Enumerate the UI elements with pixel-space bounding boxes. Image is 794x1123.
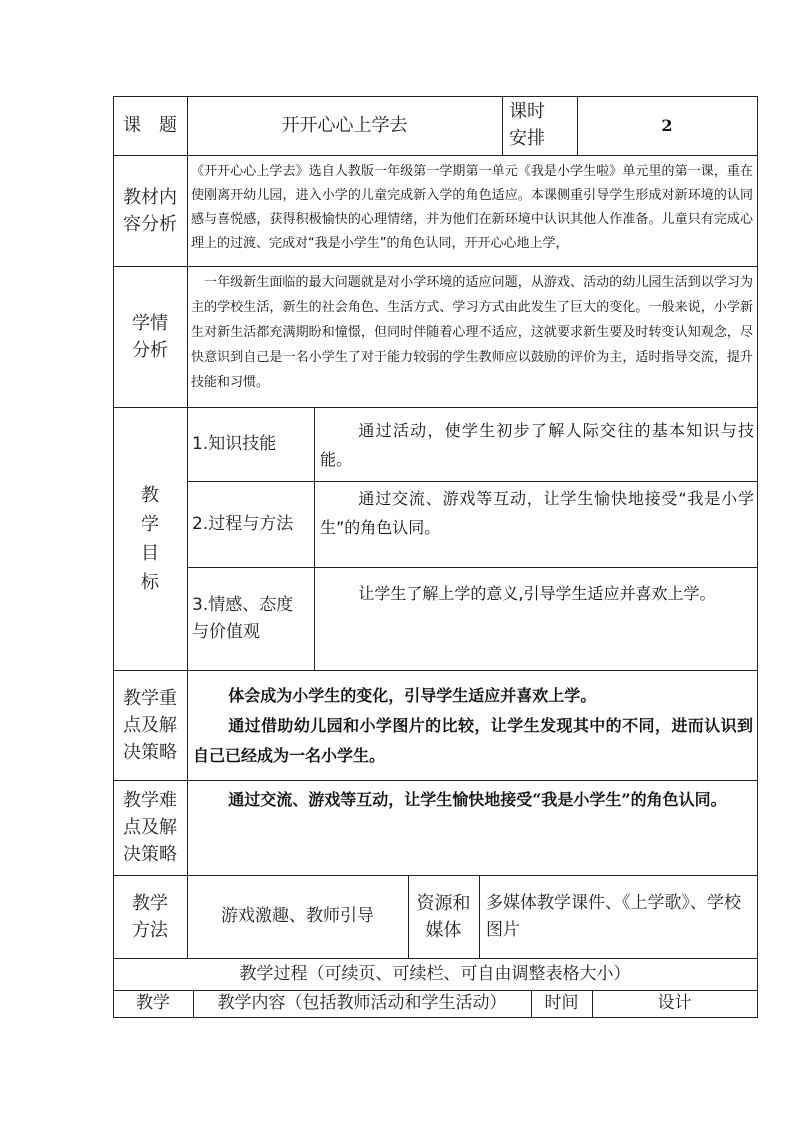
lesson-title (187, 96, 502, 155)
key-points-text (193, 681, 753, 777)
student-analysis-label-line-1: 学情 (132, 312, 168, 334)
difficulties-label-line: 教学难 (123, 790, 177, 811)
grid-line (187, 96, 188, 958)
goals-label-char: 教 (141, 484, 159, 506)
process-col-stage (113, 990, 193, 1017)
student-analysis-paragraph: 一年级新生面临的最大问题就是对小学环境的适应问题，从游戏、活动的幼儿园生活到以学习为主的学校生活，新生的社会角色、生活方式、学习方式由此发生了巨大的变化。一般来说，小学新生对新生活都充满期盼和憧憬，但同时伴随着心理不适应，这就要求新生要及时转变认知观念，尽快意识到自己是一名小学生了对于能力较弱的学生教师应以鼓励的评价为主，适时指导交流，提升技能和习惯。 (191, 275, 753, 390)
difficulties-text (193, 785, 753, 871)
resources-value-text: 多媒体教学课件、《上学歌》、学校图片 (486, 892, 741, 940)
content-analysis-label (113, 155, 187, 266)
title-label-text: 课 题 (123, 115, 177, 136)
goal-text-process (320, 484, 754, 564)
difficulties-label (113, 780, 187, 875)
grid-line (314, 407, 315, 670)
key-points-label-line: 教学重 (123, 687, 177, 709)
resources-label (408, 875, 479, 958)
goal-text-emotion-paragraph: 让学生了解上学的意义,引导学生适应并喜欢上学。 (358, 584, 716, 603)
process-col-content (193, 990, 531, 1017)
period-label-line-1: 课时 (509, 101, 545, 122)
goal-text-knowledge-paragraph: 通过活动，使学生初步了解人际交往的基本知识与技能。 (320, 421, 754, 469)
goals-label (113, 407, 187, 670)
title-label (113, 96, 187, 155)
goals-label-char: 学 (141, 513, 159, 535)
grid-line (113, 266, 758, 267)
goal-text-knowledge (320, 416, 754, 478)
goal-name-emotion-line-2: 与价值观 (192, 621, 260, 642)
methods-value-text: 游戏激趣、教师引导 (221, 906, 374, 926)
methods-label-line-1: 教学 (132, 892, 168, 914)
grid-line (757, 96, 758, 1018)
resources-value (486, 875, 752, 958)
key-points-label-line: 决策略 (123, 741, 177, 763)
process-col-content-text: 教学内容（包括教师活动和学生活动） (217, 993, 507, 1013)
key-points-paragraph-1: 体会成为小学生的变化，引导学生适应并喜欢上学。 (228, 686, 597, 705)
student-analysis-label-line-2: 分析 (132, 339, 168, 361)
key-points-label (113, 670, 187, 780)
grid-line (113, 1017, 758, 1018)
process-header-text: 教学过程（可续页、可续栏、可自由调整表格大小） (239, 963, 631, 984)
difficulties-label-line: 点及解 (123, 817, 177, 838)
student-analysis-label (113, 266, 187, 407)
process-col-time (531, 990, 592, 1017)
process-col-design (592, 990, 757, 1017)
process-col-time-text: 时间 (544, 993, 579, 1013)
period-label (509, 98, 577, 154)
goal-name-knowledge (192, 407, 312, 481)
grid-line (113, 155, 758, 156)
grid-line (502, 96, 503, 155)
period-label-line-2: 安排 (509, 128, 545, 149)
goal-name-process (192, 481, 312, 567)
process-header (113, 958, 757, 990)
goals-label-char: 目 (141, 542, 159, 564)
difficulties-label-line: 决策略 (123, 844, 177, 865)
resources-label-line-1: 资源和 (416, 892, 471, 914)
methods-label (113, 875, 187, 958)
content-analysis-paragraph: 《开开心心上学去》选自人教版一年级第一学期第一单元《我是小学生啦》单元里的第一课，重在使刚离开幼儿园，进入小学的儿童完成新入学的角色适应。本课侧重引导学生形成对新环境的认同感与喜悦感，获得积极愉快的心理情绪，并为他们在新环境中认识其他人作准备。儿童只有完成心理上的过渡、完成对“我是小学生”的角色认同，开开心心地上学， (191, 164, 753, 251)
grid-line (113, 670, 758, 671)
grid-line (479, 875, 480, 958)
methods-value (187, 875, 408, 958)
goal-name-knowledge-text: 1.知识技能 (192, 433, 277, 454)
content-analysis-label-line-1: 教材内 (123, 186, 177, 208)
resources-label-line-2: 媒体 (425, 919, 462, 941)
goal-name-emotion (192, 567, 312, 670)
student-analysis-text (191, 270, 753, 405)
goal-name-process-text: 2.过程与方法 (192, 513, 294, 534)
period-value (577, 96, 757, 155)
content-analysis-text (191, 160, 753, 264)
difficulties-paragraph: 通过交流、游戏等互动，让学生愉快地接受“我是小学生”的角色认同。 (228, 790, 727, 809)
key-points-label-line: 点及解 (123, 714, 177, 736)
goal-text-process-paragraph: 通过交流、游戏等互动，让学生愉快地接受“我是小学生”的角色认同。 (320, 489, 754, 537)
content-analysis-label-line-2: 容分析 (123, 213, 177, 235)
process-col-stage-text: 教学 (136, 993, 170, 1013)
goal-text-emotion (320, 579, 754, 659)
key-points-paragraph-2: 通过借助幼儿园和小学图片的比较，让学生发现其中的不同，进而认识到自己已经成为一名小学生。 (193, 716, 753, 765)
process-col-design-text: 设计 (657, 993, 692, 1013)
goals-label-char: 标 (141, 571, 159, 593)
goal-name-emotion-line-1: 3.情感、态度 (192, 594, 294, 615)
grid-line (113, 780, 758, 781)
lesson-title-text: 开开心心上学去 (281, 115, 408, 136)
methods-label-line-2: 方法 (132, 919, 168, 941)
period-value-text: 2 (661, 116, 673, 135)
